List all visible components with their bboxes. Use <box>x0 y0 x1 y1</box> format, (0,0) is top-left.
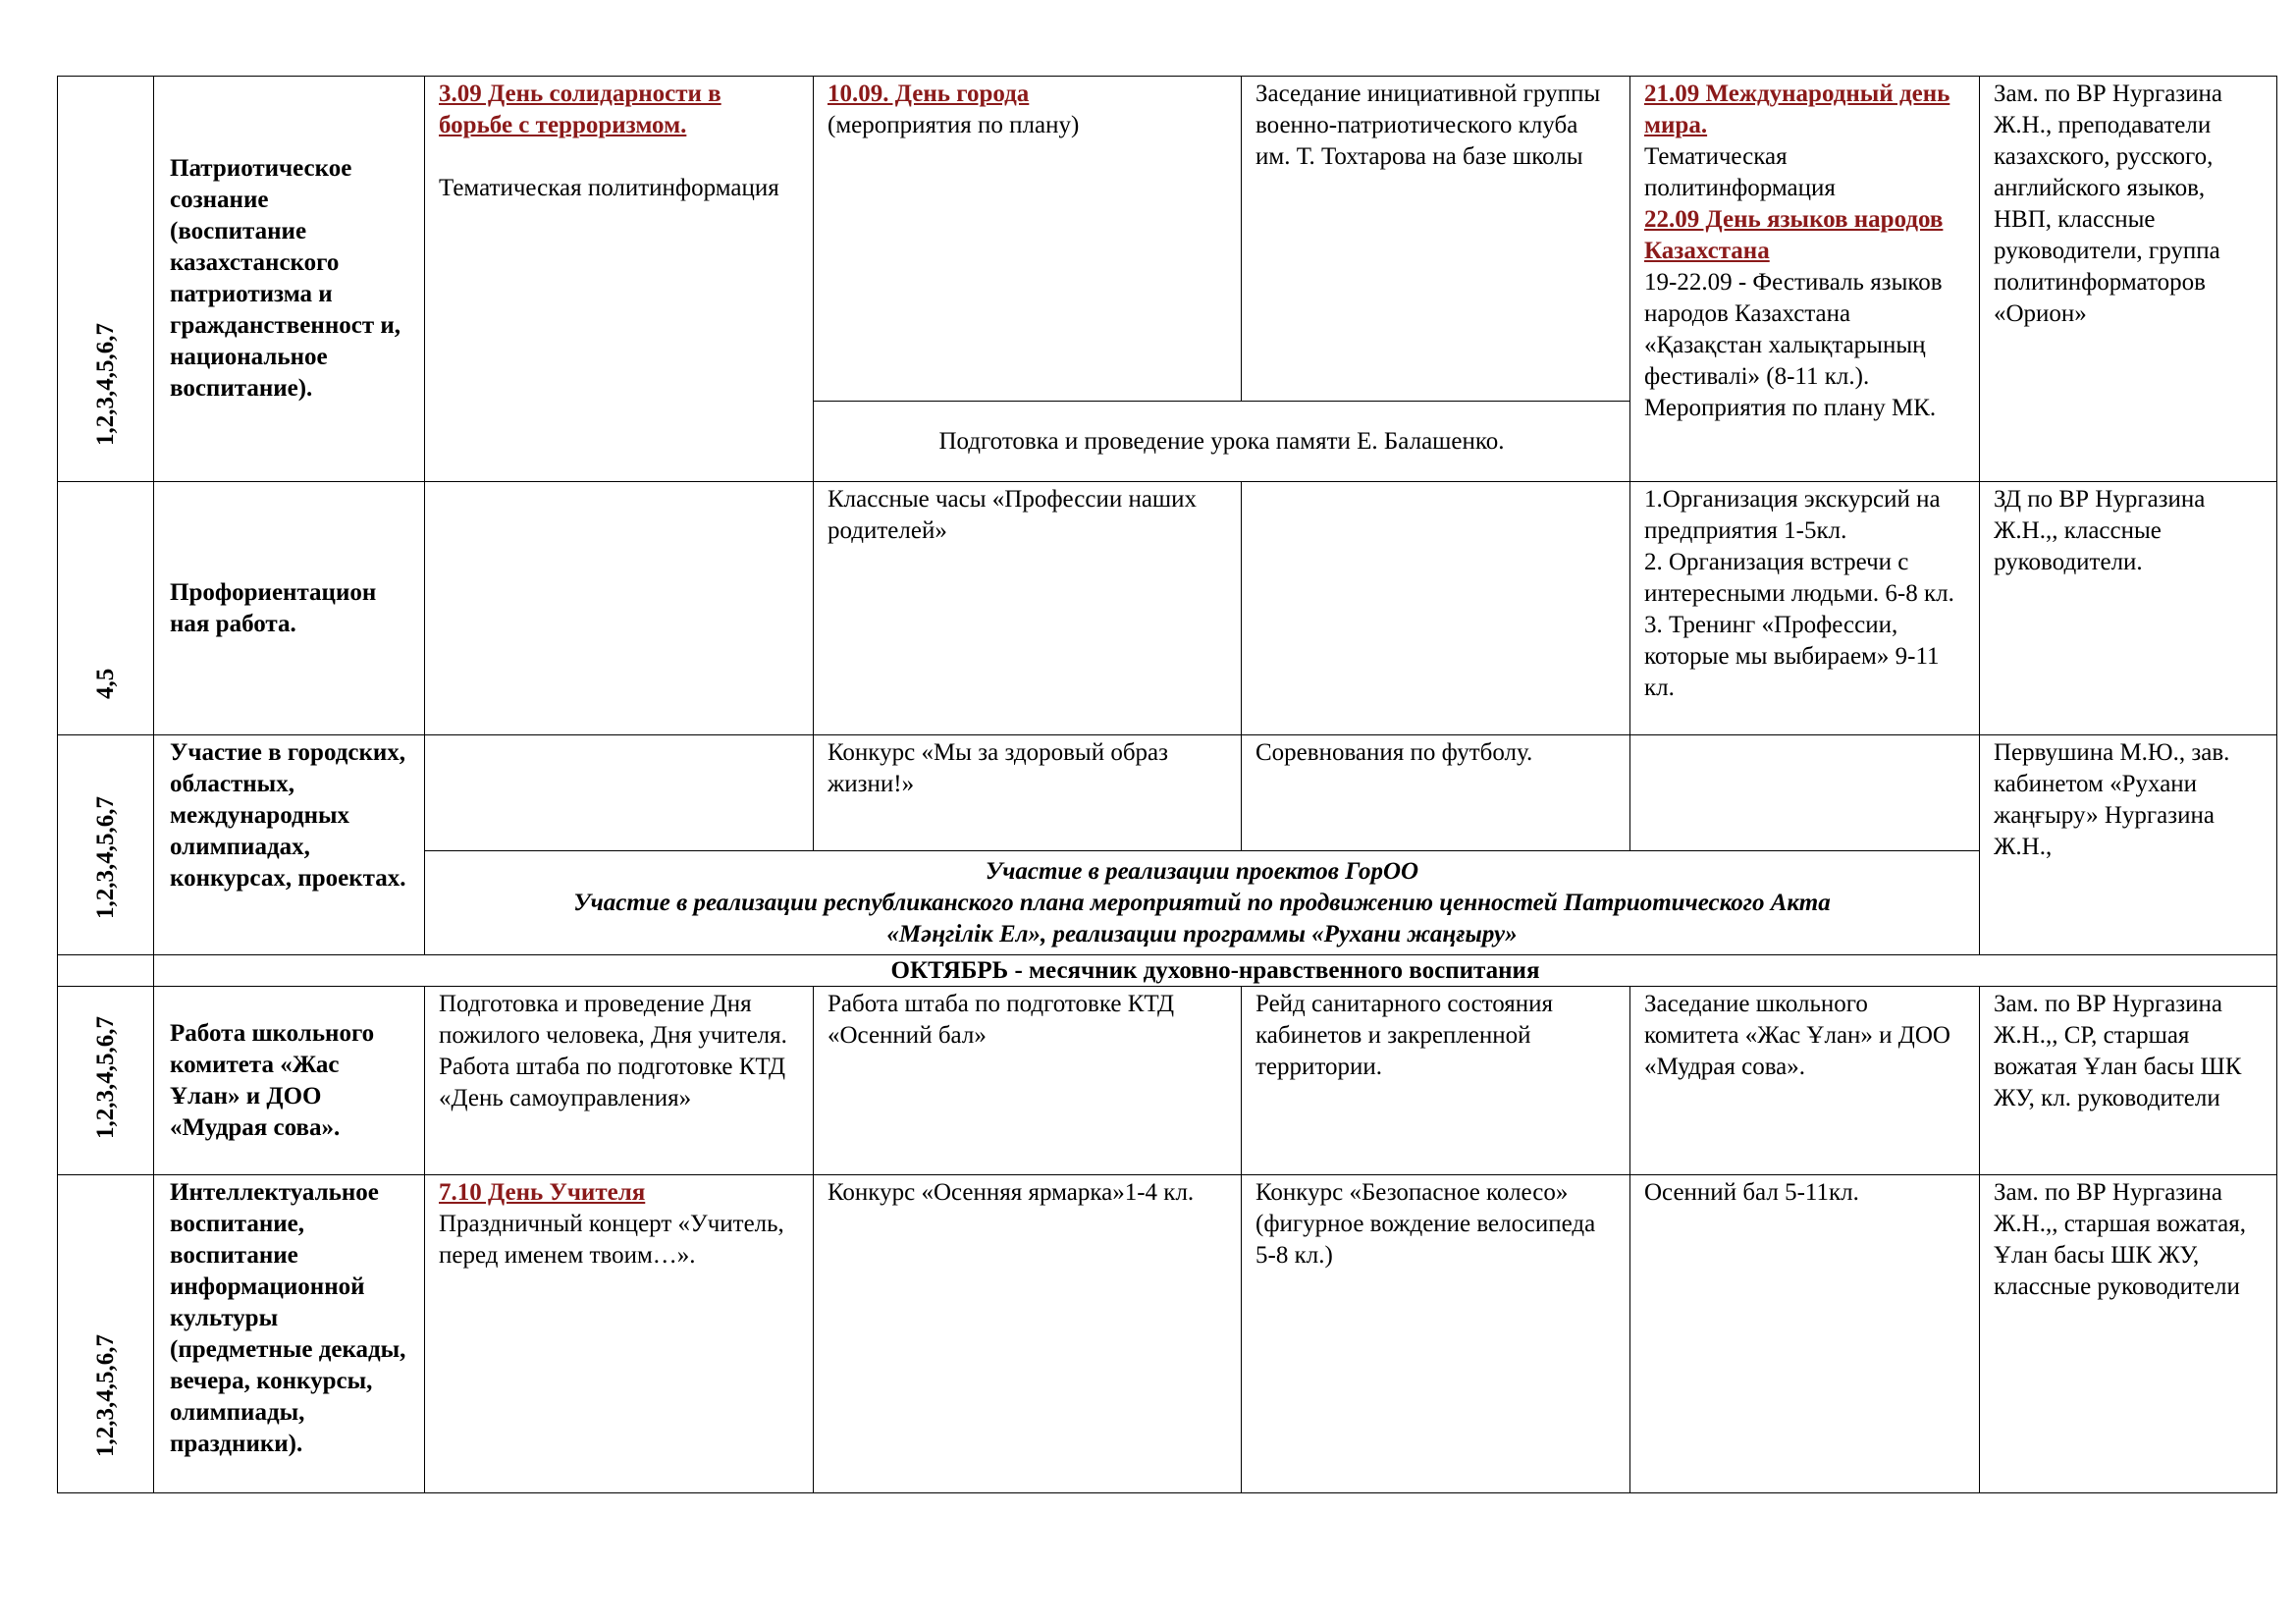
event-text: Конкурс «Мы за здоровый образ жизни!» <box>828 739 1169 797</box>
table-row <box>58 77 2277 402</box>
event-text: Конкурс «Осенняя ярмарка»1-4 кл. <box>828 1179 1195 1206</box>
week4-cell <box>1630 482 1980 735</box>
project-line: Участие в реализации проектов ГорОО <box>985 857 1419 885</box>
event-text: 19-22.09 - Фестиваль языков народов Казахстана «Қазақстан халықтарының фестивалі» (8-11 кл.). <box>1644 269 1943 390</box>
empty-cell <box>58 955 154 987</box>
event-text: Классные часы «Профессии наших родителей» <box>828 486 1198 544</box>
event-text: Работа штаба по подготовке КТД «Осенний бал» <box>828 991 1175 1049</box>
event-date-title: 22.09 День языков народов Казахстана <box>1644 206 1944 264</box>
grade-label: 4,5 <box>91 668 119 699</box>
week3-cell <box>1242 987 1630 1175</box>
direction-label: Профориентацион ная работа. <box>170 578 377 637</box>
week1-cell <box>425 987 814 1175</box>
event-date-title: 10.09. День города <box>828 81 1030 107</box>
project-line: Участие в реализации республиканского плана мероприятий по продвижению ценностей Патриотического Акта <box>573 889 1831 916</box>
event-text: Мероприятия по плану МК. <box>1644 395 1937 421</box>
grade-label: 1,2,3,4,5,6,7 <box>91 1334 119 1457</box>
direction-cell <box>154 77 425 482</box>
responsible-text: Зам. по ВР Нургазина Ж.Н., преподаватели казахского, русского, английского языков, НВП, классные руководители, группа политинформаторов «Орион» <box>1994 81 2223 327</box>
responsible-cell <box>1980 77 2277 482</box>
table-row <box>58 1175 2277 1493</box>
event-text: Заседание школьного комитета «Жас Ұлан» и ДОО «Мудрая сова». <box>1644 991 1950 1080</box>
week2-cell <box>814 735 1242 851</box>
week1-cell <box>425 482 814 735</box>
week2-cell <box>814 1175 1242 1493</box>
direction-cell <box>154 987 425 1175</box>
direction-cell <box>154 1175 425 1493</box>
week4-cell <box>1630 1175 1980 1493</box>
event-text: 2. Организация встречи с интересными людьми. 6-8 кл. <box>1644 549 1954 607</box>
event-text: Заседание инициативной группы военно-патриотического клуба им. Т. Тохтарова на базе школы <box>1255 81 1601 170</box>
event-text: Соревнования по футболу. <box>1255 739 1533 766</box>
event-text: Осенний бал 5-11кл. <box>1644 1179 1859 1206</box>
event-text: Тематическая политинформация <box>1644 143 1836 201</box>
week1-cell <box>425 1175 814 1493</box>
direction-label: Патриотическое сознание (воспитание казахстанского патриотизма и гражданственност и, национальное воспитание). <box>170 155 400 402</box>
week2-cell <box>814 987 1242 1175</box>
month-title: ОКТЯБРЬ - месячник духовно-нравственного воспитания <box>890 956 1540 984</box>
direction-label: Работа школьного комитета «Жас Ұлан» и ДОО «Мудрая сова». <box>170 1019 375 1141</box>
grade-cell <box>58 987 154 1175</box>
grade-cell <box>58 1175 154 1493</box>
responsible-cell <box>1980 482 2277 735</box>
table-row <box>58 482 2277 735</box>
spacer <box>439 141 799 173</box>
week4-cell <box>1630 735 1980 851</box>
event-text: Конкурс «Безопасное колесо» (фигурное вождение велосипеда 5-8 кл.) <box>1255 1179 1596 1269</box>
merged-cell <box>814 402 1630 482</box>
grade-label: 1,2,3,4,5,6,7 <box>91 1016 119 1139</box>
week4-cell <box>1630 987 1980 1175</box>
event-date-title: 21.09 Международный день мира. <box>1644 81 1950 138</box>
table-row <box>58 955 2277 987</box>
direction-cell <box>154 735 425 955</box>
event-text: Подготовка и проведение Дня пожилого человека, Дня учителя. <box>439 991 787 1049</box>
event-text: (мероприятия по плану) <box>828 112 1080 138</box>
event-text: Подготовка и проведение урока памяти Е. Балашенко. <box>938 427 1505 455</box>
grade-cell <box>58 735 154 955</box>
week4-cell <box>1630 77 1980 482</box>
event-text: 1.Организация экскурсий на предприятия 1-5кл. <box>1644 486 1941 544</box>
week3-cell <box>1242 1175 1630 1493</box>
grade-label: 1,2,3,4,5,6,7 <box>91 323 119 446</box>
table-row <box>58 735 2277 851</box>
month-header <box>154 955 2277 987</box>
event-date-title: 3.09 День солидарности в борьбе с терроризмом. <box>439 81 721 138</box>
event-date-title: 7.10 День Учителя <box>439 1179 646 1206</box>
grade-label: 1,2,3,4,5,6,7 <box>91 796 119 919</box>
event-text: Праздничный концерт «Учитель, перед именем твоим…». <box>439 1211 784 1269</box>
project-line: «Мәңгілік Ел», реализации программы «Рухани жаңғыру» <box>886 920 1518 947</box>
grade-cell <box>58 77 154 482</box>
responsible-cell <box>1980 1175 2277 1493</box>
week3-cell <box>1242 77 1630 402</box>
week2-cell <box>814 482 1242 735</box>
grade-cell <box>58 482 154 735</box>
week3-cell <box>1242 735 1630 851</box>
event-text: Рейд санитарного состояния кабинетов и закрепленной территории. <box>1255 991 1554 1080</box>
projects-cell <box>425 851 1980 955</box>
plan-table <box>57 76 2277 1493</box>
week1-cell <box>425 735 814 851</box>
week3-cell <box>1242 482 1630 735</box>
event-text: Тематическая политинформация <box>439 175 779 201</box>
direction-label: Интеллектуальное воспитание, воспитание информационной культуры (предметные декады, вечера, конкурсы, олимпиады, праздники). <box>170 1179 406 1457</box>
responsible-text: Первушина М.Ю., зав. кабинетом «Рухани жаңғыру» Нургазина Ж.Н., <box>1994 739 2230 860</box>
event-text: Работа штаба по подготовке КТД «День самоуправления» <box>439 1054 786 1111</box>
table-row <box>58 987 2277 1175</box>
week2-cell <box>814 77 1242 402</box>
event-text: 3. Тренинг «Профессии, которые мы выбираем» 9-11 кл. <box>1644 612 1940 701</box>
responsible-cell <box>1980 735 2277 955</box>
responsible-cell <box>1980 987 2277 1175</box>
responsible-text: Зам. по ВР Нургазина Ж.Н.,, СР, старшая вожатая Ұлан басы ШК ЖУ, кл. руководители <box>1994 991 2242 1111</box>
direction-cell <box>154 482 425 735</box>
direction-label: Участие в городских, областных, международных олимпиадах, конкурсах, проектах. <box>170 739 406 892</box>
responsible-text: ЗД по ВР Нургазина Ж.Н.,, классные руководители. <box>1994 486 2206 575</box>
week1-cell <box>425 77 814 482</box>
responsible-text: Зам. по ВР Нургазина Ж.Н.,, старшая вожатая, Ұлан басы ШК ЖУ, классные руководители <box>1994 1179 2247 1300</box>
